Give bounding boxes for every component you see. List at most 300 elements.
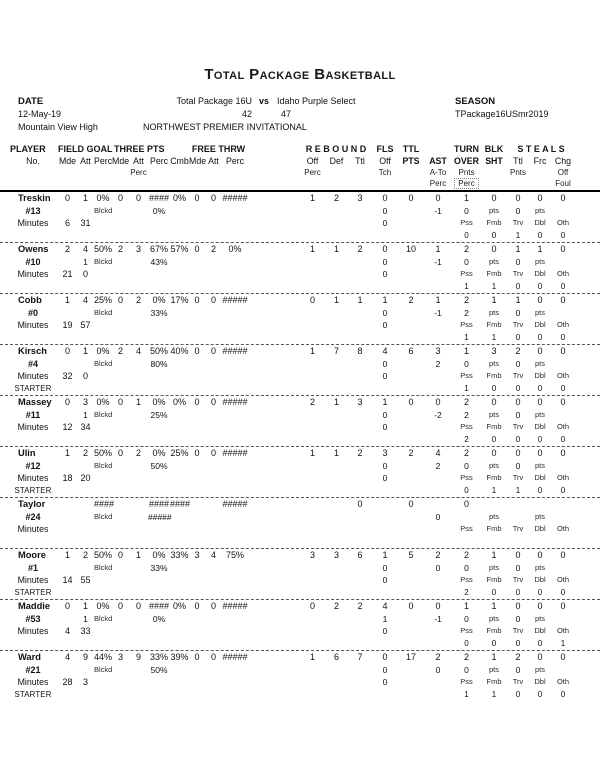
to-value-pss: 1	[464, 281, 469, 291]
to-label-oth: Oth	[556, 473, 570, 482]
to-label-fmb: Fmb	[486, 371, 502, 380]
to-value-oth: 0	[560, 485, 566, 495]
stat-fls: 1	[382, 397, 388, 407]
stat-cmb: 0%	[172, 601, 186, 611]
stat-ftM: 0	[194, 244, 200, 254]
player-stat-row	[0, 345, 600, 358]
detail-fgA	[77, 307, 94, 320]
to-value-dbl: 0	[537, 434, 543, 444]
stat-pts: 0	[408, 193, 414, 203]
stat-fgM: 4	[64, 652, 70, 662]
detail-fgP: Blckd	[94, 409, 113, 419]
stat-fgP: 44%	[94, 652, 113, 662]
hdr-fgP: Perc	[94, 156, 113, 166]
to-label-trv: Trv	[512, 422, 524, 431]
stat-rbO: 1	[309, 448, 315, 458]
stat-rbD: 2	[333, 193, 339, 203]
to-value-dbl: 0	[537, 638, 543, 648]
hdr-free-throw: FREE THRW	[191, 144, 246, 154]
stat-ftA: 2	[210, 244, 216, 254]
stat-ftM: 0	[194, 295, 200, 305]
to-value-dbl: 0	[537, 485, 543, 495]
to-label-dbl: Dbl	[534, 575, 546, 584]
player-detail-row	[0, 613, 600, 626]
stat-rbD: 1	[333, 295, 339, 305]
stat-tpM: 0	[117, 295, 123, 305]
stat-cmb: 40%	[170, 346, 189, 356]
stat-rbO: 0	[309, 601, 315, 611]
to-value-pss: 2	[464, 434, 469, 444]
player-number: #53	[25, 613, 41, 624]
stat-fgP: 0%	[96, 601, 110, 611]
detail-fgA	[77, 664, 94, 677]
player-minutes-row	[0, 523, 600, 536]
stat-stT: 2	[515, 652, 521, 662]
seconds-value: 55	[80, 575, 91, 585]
stat-blk: 0	[491, 397, 497, 407]
player-minutes-row	[0, 217, 600, 230]
to-label-oth: Oth	[556, 371, 570, 380]
stat-cmb: ####	[170, 499, 191, 509]
hdr-stC: Chg	[554, 156, 572, 166]
player-stat-row	[0, 651, 600, 664]
to-label-pss: Pss	[460, 218, 473, 227]
stat-tpA: 2	[135, 448, 141, 458]
detail-stF: pts	[534, 409, 545, 419]
detail-blk: pts	[488, 307, 499, 317]
stat-tpP: 0%	[152, 448, 166, 458]
to-value-oth	[551, 536, 575, 549]
minutes-value: 6	[64, 218, 70, 228]
stat-rbO: 1	[309, 244, 315, 254]
stat-fgP: 25%	[94, 295, 113, 305]
fls-sub-value: 0	[382, 218, 388, 228]
to-value-dbl: 0	[537, 332, 543, 342]
to-label-pss: Pss	[460, 269, 473, 278]
player-block	[0, 600, 600, 651]
to-value-trv: 0	[515, 587, 521, 597]
stat-tpP: 0%	[152, 550, 166, 560]
stat-stF: 0	[537, 346, 543, 356]
detail-blk: pts	[488, 205, 499, 215]
player-number: #1	[27, 562, 38, 573]
to-label-pss: Pss	[460, 626, 473, 635]
hdr-sub2-ovr-text: Perc	[454, 178, 478, 189]
minutes-label: Minutes	[17, 575, 49, 585]
detail-fls: 0	[382, 562, 388, 573]
minutes-value: 28	[62, 677, 73, 687]
to-label-trv: Trv	[512, 473, 524, 482]
stat-ftM: 3	[194, 550, 200, 560]
fls-sub-value: 0	[382, 677, 388, 687]
player-block	[0, 651, 600, 701]
detail-ovr: 2	[464, 307, 469, 318]
to-label-fmb: Fmb	[486, 269, 502, 278]
player-detail-row	[0, 409, 600, 422]
stat-fgM: 1	[64, 295, 70, 305]
to-label-dbl: Dbl	[534, 422, 546, 431]
stat-fgM: 1	[64, 550, 70, 560]
header-row-groups	[0, 143, 600, 155]
date-label: DATE	[18, 96, 44, 107]
detail-tpP: 33%	[150, 562, 168, 573]
player-number: #0	[27, 307, 38, 318]
detail-fgP: Blckd	[94, 358, 113, 368]
stat-tpM: 2	[117, 346, 123, 356]
player-minutes-row	[0, 676, 600, 689]
player-stat-row	[0, 549, 600, 562]
stat-fls: 1	[382, 295, 388, 305]
detail-stF: pts	[534, 205, 545, 215]
detail-stT: 0	[515, 205, 521, 216]
stat-rbT: 7	[357, 652, 363, 662]
player-number: #12	[25, 460, 41, 471]
detail-fgA	[77, 562, 94, 575]
stat-pts: 0	[408, 499, 414, 509]
stat-ast: 2	[435, 652, 441, 662]
stat-stF: 0	[537, 295, 543, 305]
to-value-fmb: 1	[491, 485, 497, 495]
hdr-sub-ast: A-To	[429, 168, 447, 177]
hdr-three-pts: THREE PTS	[114, 144, 165, 154]
stat-fls: 0	[382, 193, 388, 203]
to-label-fmb: Fmb	[486, 626, 502, 635]
stat-rbD: 6	[333, 652, 339, 662]
player-detail-row	[0, 664, 600, 677]
minutes-value: 14	[62, 575, 73, 585]
hdr-steals: S T E A L S	[517, 144, 565, 154]
stat-fgM: 1	[64, 448, 70, 458]
player-breakdown-row	[0, 536, 600, 549]
player-stat-row	[0, 243, 600, 256]
starter-tag: STARTER	[14, 485, 52, 495]
stat-blk: 0	[491, 448, 497, 458]
stat-ftP: #####	[222, 652, 248, 662]
minutes-value: 19	[62, 320, 73, 330]
player-stat-row	[0, 192, 600, 205]
to-value-oth: 0	[560, 434, 566, 444]
to-value-oth: 0	[560, 332, 566, 342]
home-team: Total Package 16U	[176, 96, 252, 106]
stat-fls: 4	[382, 601, 388, 611]
hdr-fls: Off	[379, 156, 391, 166]
stat-rbD: 7	[333, 346, 339, 356]
hdr-rbD: Def	[329, 156, 344, 166]
stat-fgA: 3	[82, 397, 88, 407]
to-value-pss: 0	[464, 485, 469, 495]
detail-tpP: 0%	[152, 205, 166, 216]
seconds-value	[77, 523, 94, 536]
hdr-ftM: Mde	[189, 156, 207, 166]
stat-ovr: 2	[463, 397, 469, 407]
stat-rbO	[300, 498, 325, 511]
to-value-trv: 0	[515, 434, 521, 444]
stat-tpA: 0	[135, 193, 141, 203]
seconds-value: 34	[80, 422, 91, 432]
player-stat-row	[0, 447, 600, 460]
stat-fls: 1	[382, 550, 388, 560]
to-value-trv: 0	[515, 383, 521, 393]
detail-fls: 1	[382, 613, 388, 624]
detail-stT: 0	[515, 613, 521, 624]
to-value-fmb: 1	[491, 689, 497, 699]
hdr-rebound: R E B O U N D	[305, 144, 367, 154]
stat-rbT: 8	[357, 346, 363, 356]
stat-stF: 0	[537, 397, 543, 407]
stat-rbD: 1	[333, 397, 339, 407]
stat-cmb: 39%	[170, 652, 189, 662]
to-label-oth: Oth	[556, 575, 570, 584]
to-label-oth: Oth	[556, 524, 570, 533]
stat-ast: 1	[435, 244, 441, 254]
player-stat-row	[0, 600, 600, 613]
stat-fgM: 2	[64, 244, 70, 254]
player-block	[0, 498, 600, 549]
to-label-oth: Oth	[556, 422, 570, 431]
table-body	[0, 192, 600, 701]
detail-ast: -1	[434, 205, 442, 216]
stat-ftM: 0	[194, 652, 200, 662]
detail-blk: pts	[488, 409, 499, 419]
minutes-value: 21	[62, 269, 73, 279]
stat-tpA: 2	[135, 295, 141, 305]
stat-ovr: 0	[463, 499, 469, 509]
stat-pts: 6	[408, 346, 414, 356]
stat-cmb: 0%	[172, 193, 186, 203]
detail-tpP: 50%	[150, 664, 168, 675]
stat-fgA: 2	[82, 550, 88, 560]
fls-sub-value	[372, 523, 398, 536]
detail-stF: pts	[534, 511, 545, 521]
player-number: #4	[27, 358, 38, 369]
stat-blk: 0	[491, 244, 497, 254]
stat-ftP: #####	[222, 193, 248, 203]
stat-ftA: 4	[210, 550, 216, 560]
stat-stF: 1	[537, 244, 543, 254]
detail-ast: 0	[435, 511, 441, 522]
to-value-pss	[452, 536, 481, 549]
player-minutes-row	[0, 268, 600, 281]
player-detail-row	[0, 256, 600, 269]
to-label-pss: Pss	[460, 422, 473, 431]
stat-blk: 1	[491, 550, 497, 560]
stat-fgP: 50%	[94, 448, 113, 458]
stat-tpP: ####	[148, 193, 170, 203]
player-detail-row	[0, 358, 600, 371]
stat-fgP: 50%	[94, 550, 113, 560]
player-stat-row	[0, 294, 600, 307]
hdr-sub2-stC: Foul	[555, 179, 571, 188]
to-label-trv: Trv	[512, 371, 524, 380]
to-value-oth: 0	[560, 383, 566, 393]
minutes-label: Minutes	[17, 269, 49, 279]
minutes-label: Minutes	[17, 524, 49, 534]
detail-fgP: Blckd	[94, 511, 113, 521]
fls-sub-value: 0	[382, 626, 388, 636]
stat-fgA	[77, 498, 94, 511]
detail-blk: pts	[488, 256, 499, 266]
to-value-trv: 0	[515, 638, 521, 648]
away-team: Idaho Purple Select	[277, 96, 356, 106]
stat-fgA: 4	[82, 244, 88, 254]
to-label-oth: Oth	[556, 269, 570, 278]
stat-stT: 1	[515, 244, 521, 254]
stat-fgP: 50%	[94, 244, 113, 254]
game-info	[0, 96, 600, 136]
player-block	[0, 243, 600, 294]
stat-ftA: 0	[210, 652, 216, 662]
stat-ftM: 0	[194, 601, 200, 611]
to-label-pss: Pss	[460, 320, 473, 329]
to-label-fmb: Fmb	[486, 677, 502, 686]
detail-blk: pts	[488, 664, 499, 674]
player-breakdown-row	[0, 332, 600, 345]
detail-stF: pts	[534, 358, 545, 368]
player-name: Maddie	[18, 601, 51, 611]
stat-stF: 0	[537, 652, 543, 662]
detail-tpP: 43%	[150, 256, 168, 267]
stat-fgA: 9	[82, 652, 88, 662]
detail-tpP: 50%	[150, 460, 168, 471]
detail-stT: 0	[515, 358, 521, 369]
stat-ast: 0	[435, 601, 441, 611]
detail-ast: -1	[434, 256, 442, 267]
to-value-fmb: 0	[491, 230, 497, 240]
detail-fls: 0	[382, 664, 388, 675]
player-number: #10	[25, 256, 41, 267]
hdr-fgM: Mde	[58, 156, 77, 166]
stat-ftM	[189, 498, 205, 511]
detail-ast: 2	[435, 358, 441, 369]
to-value-pss: 2	[464, 587, 469, 597]
seconds-value: 20	[80, 473, 91, 483]
to-value-oth: 0	[560, 689, 566, 699]
to-label-dbl: Dbl	[534, 269, 546, 278]
hdr-stF: Frc	[533, 156, 547, 166]
to-label-fmb: Fmb	[486, 320, 502, 329]
to-value-oth: 1	[560, 638, 566, 648]
player-breakdown-row	[0, 230, 600, 243]
player-detail-row	[0, 205, 600, 218]
detail-stT: 0	[515, 307, 521, 318]
to-label-fmb: Fmb	[486, 473, 502, 482]
to-label-oth: Oth	[556, 626, 570, 635]
stat-stT: 0	[515, 397, 521, 407]
minutes-label: Minutes	[17, 371, 49, 381]
stat-ftM: 0	[194, 346, 200, 356]
stat-tpM: 0	[117, 448, 123, 458]
stat-ast: 3	[435, 346, 441, 356]
stat-rbO: 1	[309, 652, 315, 662]
stat-blk: 1	[491, 601, 497, 611]
stat-ovr: 2	[463, 652, 469, 662]
stat-stC: 0	[560, 244, 566, 254]
player-name: Moore	[18, 550, 46, 560]
detail-ast: 0	[435, 664, 441, 675]
starter-tag: STARTER	[14, 587, 52, 597]
stat-tpP: 0%	[152, 397, 166, 407]
stat-stF	[529, 498, 551, 511]
to-label-oth: Oth	[556, 320, 570, 329]
seconds-value: 33	[80, 626, 91, 636]
hdr-blk: SHT	[485, 156, 503, 166]
hdr-sub-ovr: Pnts	[458, 168, 475, 177]
detail-ast: 2	[435, 460, 441, 471]
stat-rbD: 1	[333, 244, 339, 254]
stat-stC: 0	[560, 397, 566, 407]
starter-tag: STARTER	[14, 383, 52, 393]
minutes-value: 12	[62, 422, 73, 432]
detail-stF: pts	[534, 613, 545, 623]
detail-ast: -1	[434, 307, 442, 318]
stat-rbT: 2	[357, 244, 363, 254]
to-value-pss: 1	[464, 383, 469, 393]
hdr-stT: Ttl	[513, 156, 523, 166]
player-name: Massey	[18, 397, 52, 407]
stat-fgP: 0%	[96, 397, 110, 407]
to-value-dbl: 0	[537, 230, 543, 240]
detail-fgA: 1	[83, 409, 88, 420]
to-label-oth: Oth	[556, 677, 570, 686]
to-label-trv: Trv	[512, 269, 524, 278]
player-name: Treskin	[18, 193, 51, 203]
hdr-fls: FLS	[376, 144, 394, 154]
stat-tpM: 0	[117, 601, 123, 611]
stat-ftA: 0	[210, 448, 216, 458]
detail-tpP: 80%	[150, 358, 168, 369]
stat-fgP: 0%	[96, 193, 110, 203]
stat-rbT: 1	[357, 295, 363, 305]
player-minutes-row	[0, 319, 600, 332]
player-stat-row	[0, 498, 600, 511]
to-label-trv: Trv	[512, 626, 524, 635]
stat-ftA: 0	[210, 601, 216, 611]
stat-pts: 10	[405, 244, 416, 254]
fls-sub-value: 0	[382, 575, 388, 585]
stat-ovr: 1	[463, 193, 469, 203]
detail-ovr	[452, 511, 481, 524]
to-value-dbl: 0	[537, 281, 543, 291]
to-label-pss: Pss	[460, 524, 473, 533]
player-number: #24	[25, 511, 41, 522]
hdr-sub-tpA: Perc	[130, 168, 147, 177]
detail-ovr: 0	[464, 358, 469, 369]
player-block	[0, 396, 600, 447]
detail-fgA: 1	[83, 613, 88, 624]
to-value-trv	[507, 536, 529, 549]
stat-tpP: 67%	[149, 244, 168, 254]
stat-tpA: 3	[135, 244, 141, 254]
table-header	[0, 143, 600, 192]
stat-stC: 0	[560, 295, 566, 305]
stat-fgA: 2	[82, 448, 88, 458]
to-value-pss: 1	[464, 332, 469, 342]
player-name: Kirsch	[18, 346, 47, 356]
detail-fgP: Blckd	[94, 205, 113, 215]
detail-fgA: 1	[83, 256, 88, 267]
stat-fgA: 4	[82, 295, 88, 305]
player-breakdown-row	[0, 485, 600, 498]
hdr-sub2-ovr-selected	[452, 178, 481, 189]
player-name: Cobb	[18, 295, 42, 305]
stat-fls: 4	[382, 346, 388, 356]
stat-tpA: 9	[135, 652, 141, 662]
player-breakdown-row	[0, 383, 600, 396]
player-block	[0, 345, 600, 396]
player-number: #13	[25, 205, 41, 216]
player-breakdown-row	[0, 434, 600, 447]
stat-ast: 2	[435, 550, 441, 560]
